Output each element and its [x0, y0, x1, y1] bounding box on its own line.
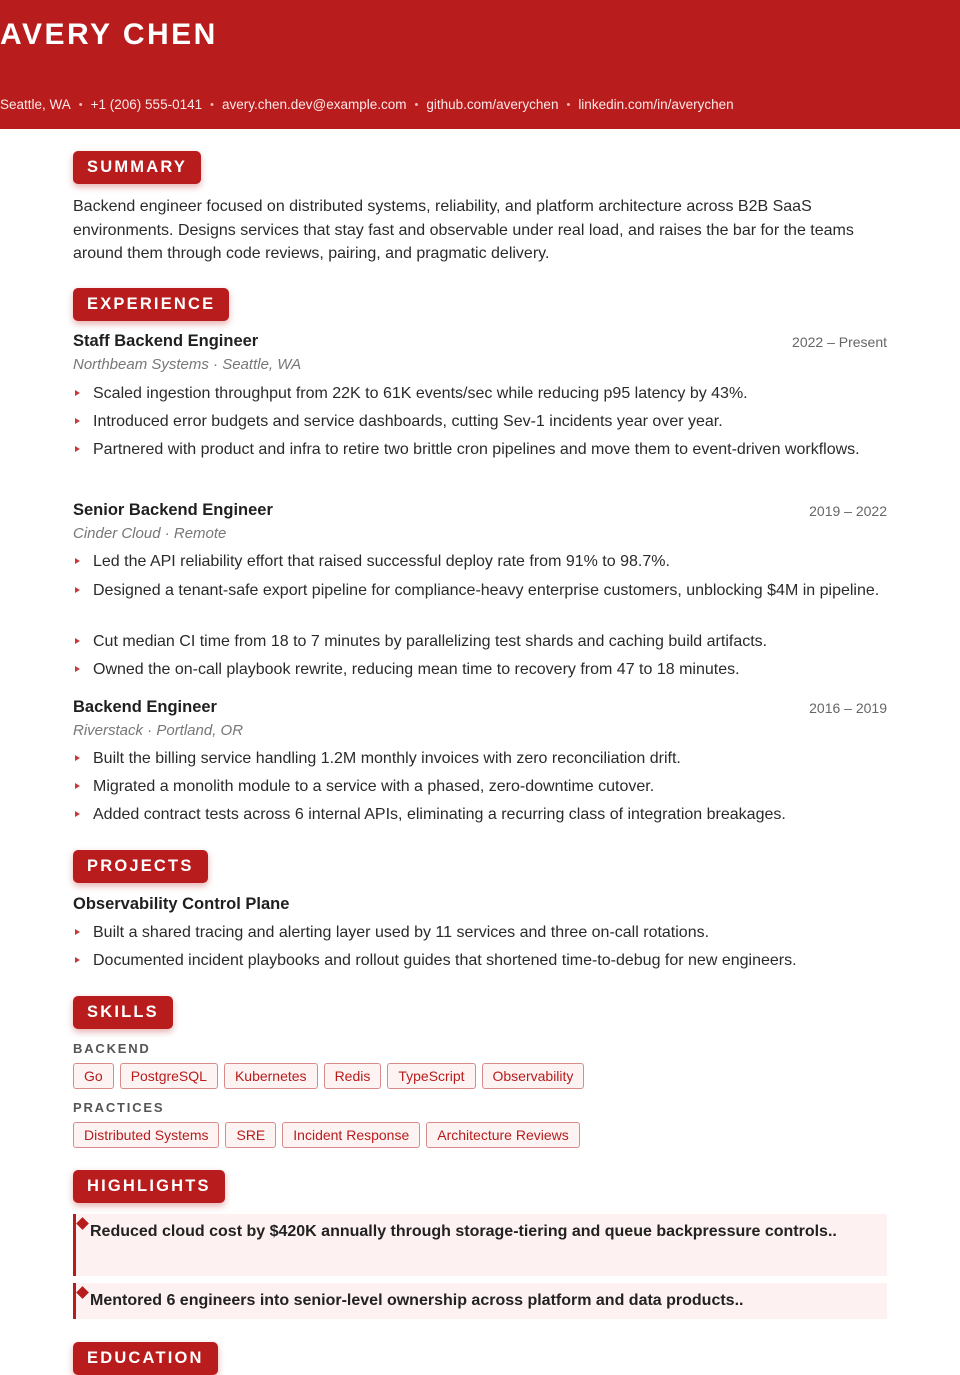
- bullet-arrow-icon: [75, 587, 80, 593]
- summary-text: Backend engineer focused on distributed systems, reliability, and platform architecture across B2B SaaS environments. Designs services that stay fast and observable under real load, and raises the bar for the teams around them through code reviews, pairing, and pragmatic delivery.: [73, 198, 854, 262]
- bullet-arrow-icon: [75, 783, 80, 789]
- job-dates: 2016 – 2019: [809, 700, 887, 716]
- highlight-card: Reduced cloud cost by $420K annually through storage-tiering and queue backpressure controls..: [73, 1214, 887, 1276]
- list-item: Built the billing service handling 1.2M monthly invoices with zero reconciliation drift.: [73, 747, 887, 771]
- bullet-arrow-icon: [75, 811, 80, 817]
- skill-chip-group: [73, 1063, 584, 1089]
- job-org: Northbeam Systems · Seattle, WA: [73, 356, 302, 373]
- skill-chip: Distributed Systems: [73, 1122, 219, 1148]
- skill-chip: PostgreSQL: [120, 1063, 218, 1089]
- job-org: Cinder Cloud · Remote: [73, 525, 227, 542]
- bullet-arrow-icon: [75, 755, 80, 761]
- bullet-arrow-icon: [75, 558, 80, 564]
- list-item: Introduced error budgets and service dashboards, cutting Sev-1 incidents year over year.: [73, 410, 887, 434]
- bullet-arrow-icon: [75, 957, 80, 963]
- skill-chip: Go: [73, 1063, 114, 1089]
- bullet-arrow-icon: [75, 929, 80, 935]
- diamond-icon: [76, 1286, 89, 1299]
- contact-separator: •: [78, 99, 83, 111]
- list-item: Documented incident playbooks and rollout guides that shortened time-to-debug for new engineers.: [73, 949, 887, 973]
- bullet-arrow-icon: [75, 446, 80, 452]
- contact-email[interactable]: avery.chen.dev@example.com: [221, 97, 407, 112]
- skill-chip: Incident Response: [282, 1122, 420, 1148]
- bullet-arrow-icon: [75, 390, 80, 396]
- section-experience-heading: EXPERIENCE: [73, 288, 229, 321]
- section-skills-heading: SKILLS: [73, 996, 173, 1029]
- job-title: Backend Engineer: [73, 698, 217, 716]
- list-item: Led the API reliability effort that raised successful deploy rate from 91% to 98.7%.: [73, 550, 887, 574]
- skill-group-label: BACKEND: [73, 1041, 151, 1056]
- job-dates: 2022 – Present: [792, 334, 887, 350]
- list-item: Scaled ingestion throughput from 22K to 61K events/sec while reducing p95 latency by 43%.: [73, 382, 887, 406]
- diamond-icon: [76, 1217, 89, 1230]
- candidate-role: Senior Backend Engineer: [0, 60, 182, 77]
- job-dates: 2019 – 2022: [809, 503, 887, 519]
- list-item: Partnered with product and infra to retire two brittle cron pipelines and move them to event-driven workflows.: [73, 438, 887, 462]
- contact-location: Seattle, WA: [0, 97, 71, 112]
- section-education-heading: EDUCATION: [73, 1342, 218, 1375]
- contact-github[interactable]: github.com/averychen: [426, 97, 559, 112]
- candidate-name: AVERY CHEN: [0, 18, 218, 51]
- resume-header: [0, 0, 960, 129]
- bullet-arrow-icon: [75, 638, 80, 644]
- list-item: Cut median CI time from 18 to 7 minutes by parallelizing test shards and caching build artifacts.: [73, 630, 887, 654]
- skill-chip: TypeScript: [387, 1063, 475, 1089]
- list-item: Owned the on-call playbook rewrite, reducing mean time to recovery from 47 to 18 minutes.: [73, 658, 887, 682]
- skill-chip: Redis: [324, 1063, 382, 1089]
- bullet-arrow-icon: [75, 418, 80, 424]
- contact-line: [0, 97, 734, 112]
- job-title: Senior Backend Engineer: [73, 501, 273, 519]
- section-highlights-heading: HIGHLIGHTS: [73, 1170, 225, 1203]
- bullet-arrow-icon: [75, 666, 80, 672]
- highlight-card: Mentored 6 engineers into senior-level ownership across platform and data products..: [73, 1283, 887, 1319]
- skill-chip: SRE: [225, 1122, 276, 1148]
- section-summary-heading: SUMMARY: [73, 151, 201, 184]
- contact-separator: •: [566, 99, 571, 111]
- skill-chip-group: [73, 1122, 580, 1148]
- contact-separator: •: [210, 99, 214, 111]
- contact-separator: •: [414, 99, 419, 111]
- skill-chip: Observability: [482, 1063, 585, 1089]
- list-item: Built a shared tracing and alerting layer used by 11 services and three on-call rotations.: [73, 921, 887, 945]
- skill-chip: Architecture Reviews: [426, 1122, 580, 1148]
- project-title: Observability Control Plane: [73, 895, 290, 913]
- job-title: Staff Backend Engineer: [73, 332, 259, 350]
- list-item: Designed a tenant-safe export pipeline for compliance-heavy enterprise customers, unblocking $4M in pipeline.: [73, 579, 887, 603]
- job-org: Riverstack · Portland, OR: [73, 722, 244, 739]
- skill-chip: Kubernetes: [224, 1063, 318, 1089]
- list-item: Added contract tests across 6 internal APIs, eliminating a recurring class of integration breakages.: [73, 803, 887, 827]
- list-item: Migrated a monolith module to a service with a phased, zero-downtime cutover.: [73, 775, 887, 799]
- contact-linkedin[interactable]: linkedin.com/in/averychen: [578, 97, 734, 112]
- section-projects-heading: PROJECTS: [73, 850, 208, 883]
- contact-phone: +1 (206) 555-0141: [90, 97, 203, 112]
- skill-group-label: PRACTICES: [73, 1100, 165, 1115]
